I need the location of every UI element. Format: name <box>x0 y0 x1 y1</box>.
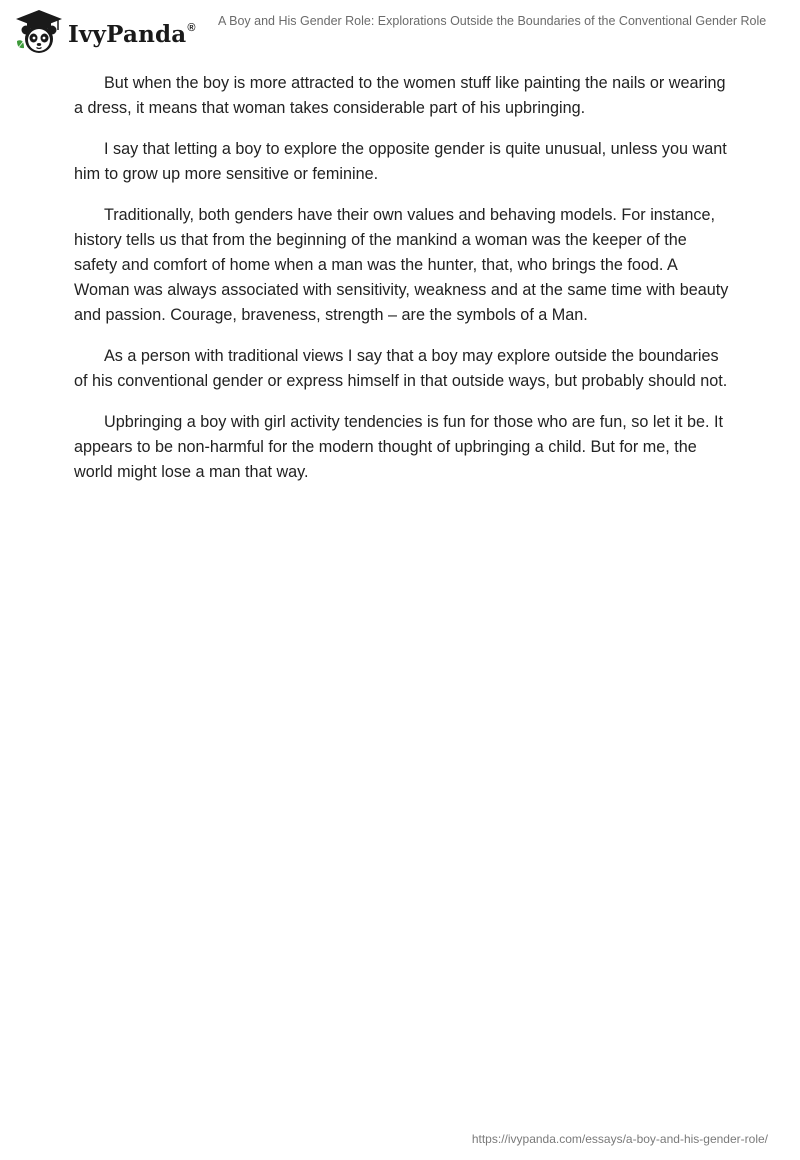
registered-mark: ® <box>187 21 196 34</box>
paragraph: Traditionally, both genders have their own values and behaving models. For instance, history tells us that from the beginning of the mankind a woman was the keeper of the safety and comfort of home when a man was the hunter, that, who brings the food. A Woman was always associated with sensitivity, weakness and at the same time with beauty and passion. Courage, braveness, strength – are the symbols of a Man. <box>74 206 729 324</box>
page-header <box>0 0 800 64</box>
paragraph: As a person with traditional views I say that a boy may explore outside the boundaries of his conventional gender or express himself in that outside ways, but probably should not. <box>74 347 728 390</box>
paragraph: Upbringing a boy with girl activity tendencies is fun for those who are fun, so let it be. It appears to be non-harmful for the modern thought of upbringing a child. But for me, the world might lose a man that way. <box>74 413 724 481</box>
panda-graduate-icon <box>14 8 64 56</box>
ivypanda-logo[interactable] <box>14 8 196 56</box>
essay-body <box>74 71 734 501</box>
paragraph: I say that letting a boy to explore the opposite gender is quite unusual, unless you want him to grow up more sensitive or feminine. <box>74 140 727 183</box>
document-title: A Boy and His Gender Role: Explorations Outside the Boundaries of the Conventional Gender Role <box>218 14 767 28</box>
source-url-link[interactable]: https://ivypanda.com/essays/a-boy-and-his-gender-role/ <box>471 1132 768 1146</box>
logo-wordmark: IvyPanda® <box>68 20 196 48</box>
paragraph: But when the boy is more attracted to the women stuff like painting the nails or wearing a dress, it means that woman takes considerable part of his upbringing. <box>74 74 726 117</box>
